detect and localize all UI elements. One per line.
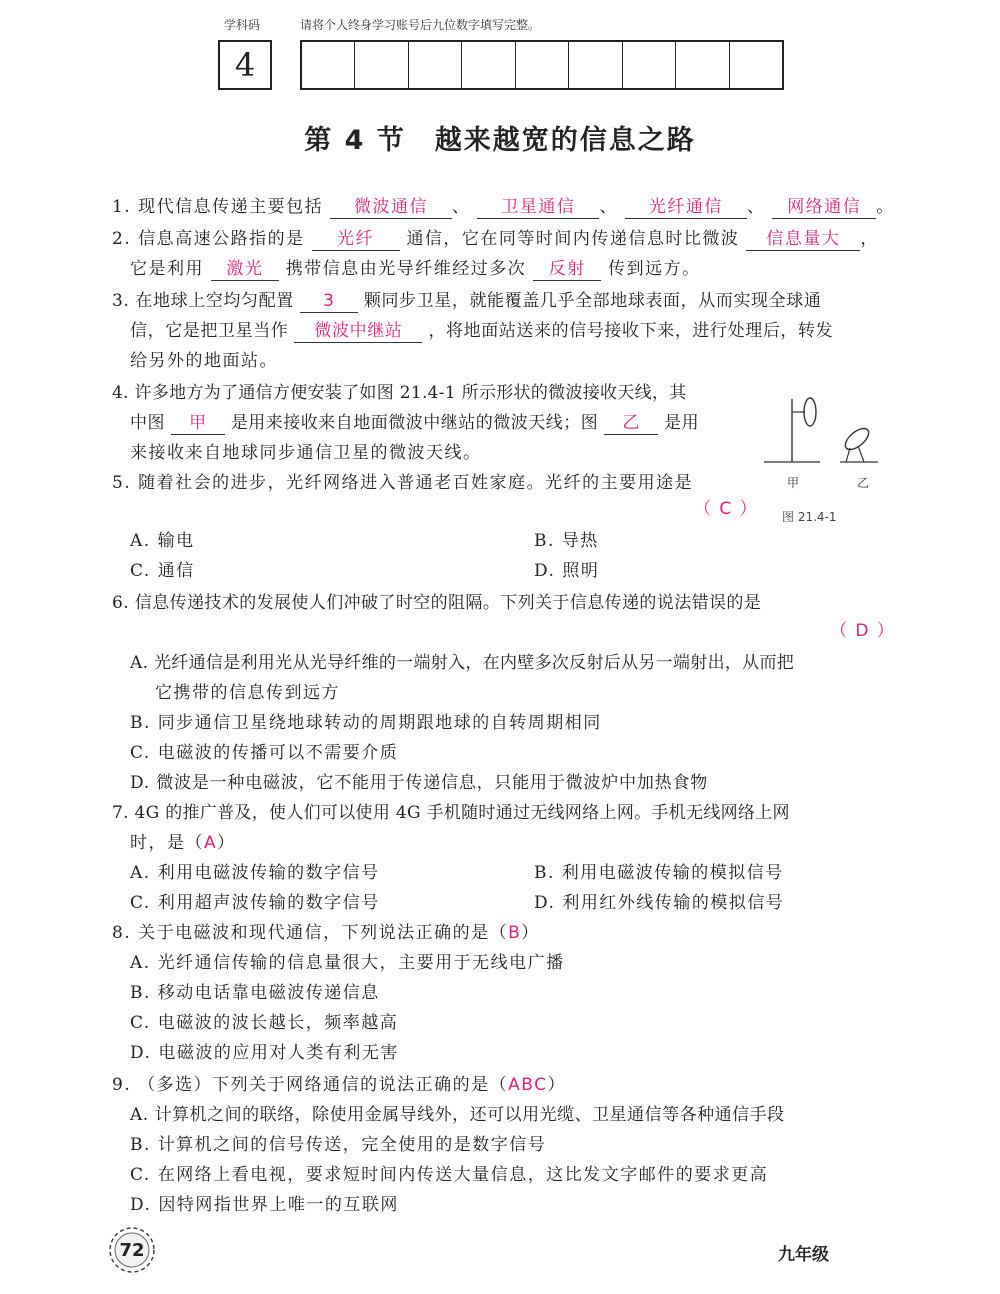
question-6-stem: 6. 信息传递技术的发展使人们冲破了时空的阻隔。下列关于信息传递的说法错误的是 (112, 593, 762, 613)
figure-caption: 图 21.4-1 (782, 510, 837, 524)
option: D. 照明 (534, 561, 600, 581)
option: A. 利用电磁波传输的数字信号 (130, 863, 380, 883)
question-3-line-2: 信，它是把卫星当作 微波中继站 ，将地面站送来的信号接收下来，进行处理后，转发 (130, 321, 834, 341)
question-4-line-3: 来接收来自地球同步通信卫星的微波天线。 (130, 443, 482, 463)
option: D. 利用红外线传输的模拟信号 (534, 893, 785, 913)
page-number: 72 (119, 1239, 145, 1261)
answer-blank: 卫星通信 (477, 196, 599, 219)
option: A. 输电 (130, 531, 195, 551)
question-7-answer: A (204, 833, 218, 853)
question-8-answer: B (508, 923, 522, 943)
option: A. 光纤通信传输的信息量很大，主要用于无线电广播 (130, 953, 565, 973)
answer-blank: 信息量大 (746, 228, 860, 251)
account-digit-cell[interactable] (569, 42, 622, 88)
option: B. 同步通信卫星绕地球转动的周期跟地球的自转周期相同 (130, 713, 602, 733)
answer-blank: 反射 (533, 258, 601, 281)
question-9-stem: 9. （多选）下列关于网络通信的说法正确的是（ABC） (112, 1075, 566, 1095)
account-number-grid[interactable] (300, 40, 784, 90)
question-2-line-2: 它是利用 激光 携带信息由光导纤维经过多次 反射 传到远方。 (130, 259, 701, 279)
question-2-line-1: 2. 信息高速公路指的是 光纤 通信，它在同等时间内传递信息时比微波 信息量大 ， (112, 229, 879, 249)
subject-code-label: 学科码 (224, 18, 261, 32)
answer-blank: 网络通信 (772, 196, 876, 219)
account-digit-cell[interactable] (355, 42, 408, 88)
option: A. 计算机之间的联络，除使用金属导线外，还可以用光缆、卫星通信等各种通信手段 (130, 1105, 785, 1125)
question-5-answer: （ C ） (694, 499, 759, 519)
option: A. 光纤通信是利用光从光导纤维的一端射入，在内壁多次反射后从另一端射出，从而把 (130, 653, 795, 673)
account-digit-cell[interactable] (302, 42, 355, 88)
dish-antenna-jia (764, 398, 820, 462)
question-7-line-1: 7. 4G 的推广普及，使人们可以使用 4G 手机随时通过无线网络上网。手机无线网络上网 (112, 803, 790, 823)
figure-label-jia: 甲 (787, 476, 800, 490)
answer-blank: 光纤 (312, 228, 400, 251)
subject-code-box: 4 (218, 40, 272, 90)
option: C. 通信 (130, 561, 195, 581)
question-7-line-2: 时，是（A） (130, 833, 236, 853)
account-digit-cell[interactable] (462, 42, 515, 88)
question-8-stem: 8. 关于电磁波和现代通信，下列说法正确的是（B） (112, 923, 540, 943)
option: B. 导热 (534, 531, 599, 551)
section-title: 第 4 节 越来越宽的信息之路 (304, 125, 696, 156)
option: C. 利用超声波传输的数字信号 (130, 893, 380, 913)
question-3-line-1: 3. 在地球上空均匀配置 3 颗同步卫星，就能覆盖几乎全部地球表面，从而实现全球通 (112, 291, 822, 311)
answer-blank: 激光 (211, 258, 279, 281)
question-9-answer: ABC (508, 1075, 548, 1095)
account-digit-cell[interactable] (676, 42, 729, 88)
option: B. 利用电磁波传输的模拟信号 (534, 863, 784, 883)
answer-blank: 微波中继站 (294, 320, 422, 343)
account-digit-cell[interactable] (516, 42, 569, 88)
question-1: 1. 现代信息传递主要包括 微波通信 、 卫星通信 、 光纤通信 、 网络通信 。 (112, 197, 895, 217)
answer-blank: 乙 (604, 412, 658, 435)
account-digit-cell[interactable] (623, 42, 676, 88)
figure-label-yi: 乙 (857, 476, 870, 490)
answer-blank: 微波通信 (330, 196, 452, 219)
answer-blank: 甲 (171, 412, 225, 435)
account-digit-cell[interactable] (730, 42, 782, 88)
grade-label: 九年级 (778, 1245, 829, 1265)
antenna-figure (760, 394, 880, 474)
answer-blank: 3 (300, 290, 358, 313)
option: 它携带的信息传到远方 (155, 683, 340, 703)
question-3-line-3: 给另外的地面站。 (130, 351, 278, 371)
question-4-line-2: 中图 甲 是用来接收来自地面微波中继站的微波天线；图 乙 是用 (130, 413, 700, 433)
account-instruction: 请将个人终身学习账号后九位数字填写完整。 (300, 18, 541, 32)
question-6-answer: （ D ） (830, 621, 896, 641)
option: D. 微波是一种电磁波，它不能用于传递信息，只能用于微波炉中加热食物 (130, 773, 709, 793)
option: B. 移动电话靠电磁波传递信息 (130, 983, 380, 1003)
dish-antenna-yi (840, 425, 878, 462)
option: C. 在网络上看电视，要求短时间内传送大量信息，这比发文字邮件的要求更高 (130, 1165, 769, 1185)
option: D. 因特网指世界上唯一的互联网 (130, 1195, 399, 1215)
answer-blank: 光纤通信 (625, 196, 747, 219)
option: D. 电磁波的应用对人类有利无害 (130, 1043, 399, 1063)
option: C. 电磁波的传播可以不需要介质 (130, 743, 399, 763)
option: B. 计算机之间的信号传送，完全使用的是数字信号 (130, 1135, 547, 1155)
question-4-line-1: 4. 许多地方为了通信方便安装了如图 21.4-1 所示形状的微波接收天线，其 (112, 383, 687, 403)
account-digit-cell[interactable] (409, 42, 462, 88)
option: C. 电磁波的波长越长，频率越高 (130, 1013, 399, 1033)
question-5-stem: 5. 随着社会的进步，光纤网络进入普通老百姓家庭。光纤的主要用途是 (112, 473, 694, 493)
